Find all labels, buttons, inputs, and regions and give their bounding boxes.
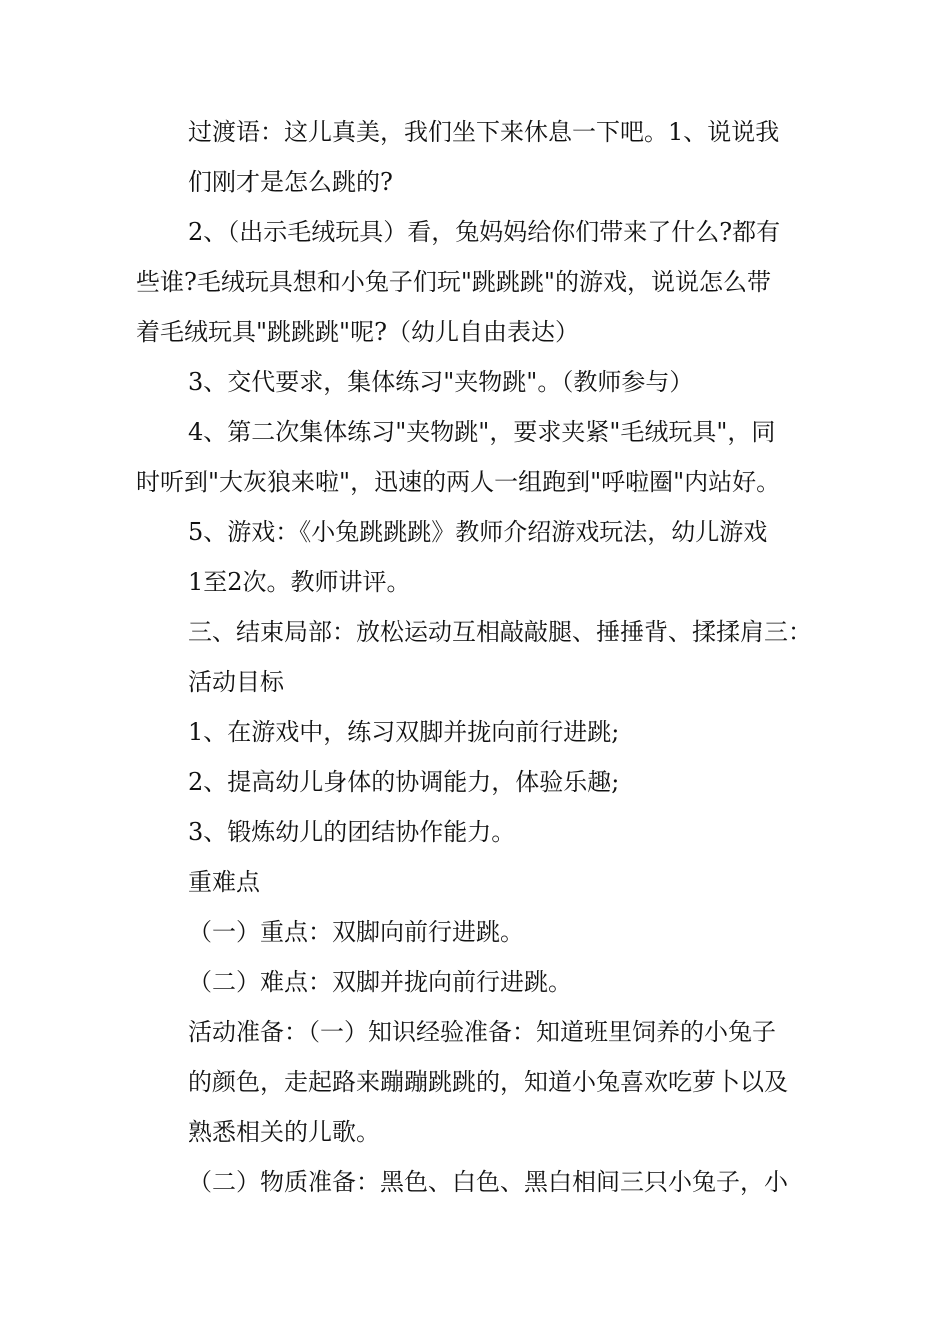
text-line: （二）难点：双脚并拢向前行进跳。 [188,968,572,996]
text-line: 过渡语：这儿真美，我们坐下来休息一下吧。1、说说我 [188,118,780,146]
section-heading: 重难点 [188,868,260,896]
text-line: 3、交代要求，集体练习"夹物跳"。（教师参与） [188,368,694,396]
text-line: 着毛绒玩具"跳跳跳"呢?（幼儿自由表达） [136,318,579,346]
text-line: 1至2次。教师讲评。 [188,568,411,596]
text-line: （二）物质准备：黑色、白色、黑白相间三只小兔子，小 [188,1168,788,1196]
text-line: 2、（出示毛绒玩具）看，兔妈妈给你们带来了什么?都有 [188,218,781,246]
text-line: 5、游戏：《小兔跳跳跳》教师介绍游戏玩法，幼儿游戏 [188,518,768,546]
text-line: 活动准备：（一）知识经验准备：知道班里饲养的小兔子 [188,1018,776,1046]
text-line: 1、在游戏中，练习双脚并拢向前行进跳; [188,718,620,746]
text-line: （一）重点：双脚向前行进跳。 [188,918,524,946]
text-line: 三、结束局部：放松运动互相敲敲腿、捶捶背、揉揉肩三： [188,618,812,646]
section-heading: 活动目标 [188,668,284,696]
text-line: 3、锻炼幼儿的团结协作能力。 [188,818,516,846]
text-line: 些谁?毛绒玩具想和小兔子们玩"跳跳跳"的游戏，说说怎么带 [136,268,771,296]
text-line: 时听到"大灰狼来啦"，迅速的两人一组跑到"呼啦圈"内站好。 [136,468,781,496]
text-line: 们刚才是怎么跳的? [188,168,393,196]
text-line: 的颜色，走起路来蹦蹦跳跳的，知道小兔喜欢吃萝卜以及 [188,1068,788,1096]
text-line: 2、提高幼儿身体的协调能力，体验乐趣; [188,768,620,796]
text-line: 4、第二次集体练习"夹物跳"，要求夹紧"毛绒玩具"，同 [188,418,776,446]
text-line: 熟悉相关的儿歌。 [188,1118,380,1146]
